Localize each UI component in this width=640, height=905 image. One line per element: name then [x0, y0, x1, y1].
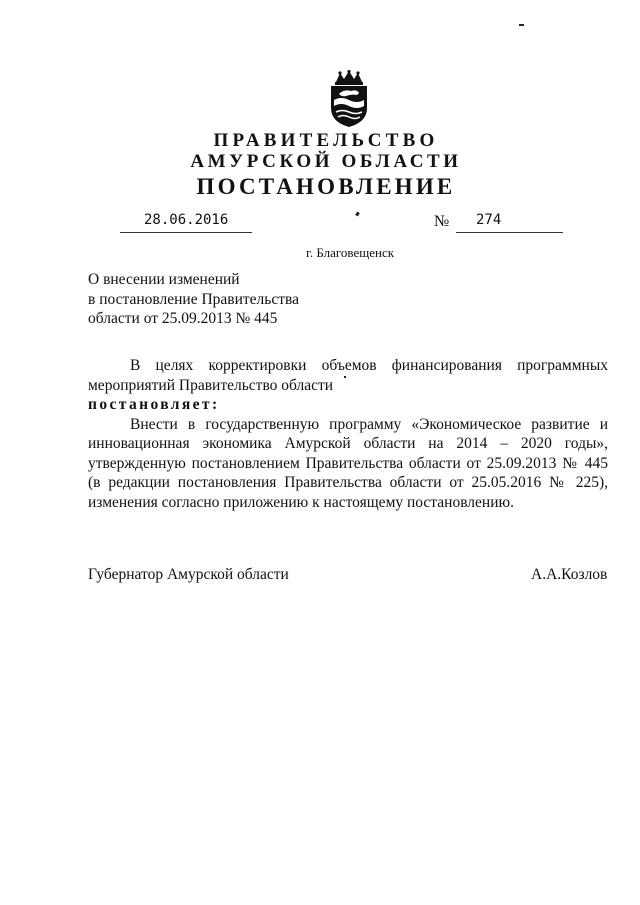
document-type-title: ПОСТАНОВЛЕНИЕ	[196, 174, 456, 199]
document-body	[88, 356, 608, 512]
signature-position: Губернатор Амурской области	[88, 566, 289, 583]
city-name: г. Благовещенск	[306, 245, 395, 260]
organization-name-line2: АМУРСКОЙ ОБЛАСТИ	[190, 151, 462, 172]
scan-mark	[519, 24, 524, 26]
signature-name: А.А.Козлов	[531, 566, 608, 583]
date-field	[120, 212, 252, 233]
main-paragraph: Внести в государственную программу «Экономическое развитие и инновационная экономика Амурской области на 2014 – 2020 годы», утвержденную постановлением Правительства области от 25.09.2013 № 445 (в редакции постановления Правительства области от 25.05.2016 № 225), изменения согласно приложению к настоящему постановлению.	[88, 415, 608, 511]
resolves-word: постановляет:	[88, 396, 220, 413]
number-field	[456, 212, 563, 233]
subject-line: О внесении изменений	[88, 271, 240, 288]
subject-line: в постановление Правительства	[88, 290, 300, 308]
preamble-paragraph: В целях корректировки объемов финансирования программных мероприятий Правительство области	[88, 357, 608, 394]
organization-name-line1: ПРАВИТЕЛЬСТВО	[213, 130, 439, 151]
document-date: 28.06.2016	[144, 212, 229, 228]
number-sign: №	[434, 213, 450, 230]
document-subject	[88, 270, 299, 329]
coat-of-arms-icon	[326, 70, 372, 128]
document-number: 274	[476, 212, 502, 228]
scan-mark	[355, 212, 360, 217]
subject-line: области от 25.09.2013 № 445	[88, 310, 278, 327]
scan-mark	[344, 376, 346, 378]
